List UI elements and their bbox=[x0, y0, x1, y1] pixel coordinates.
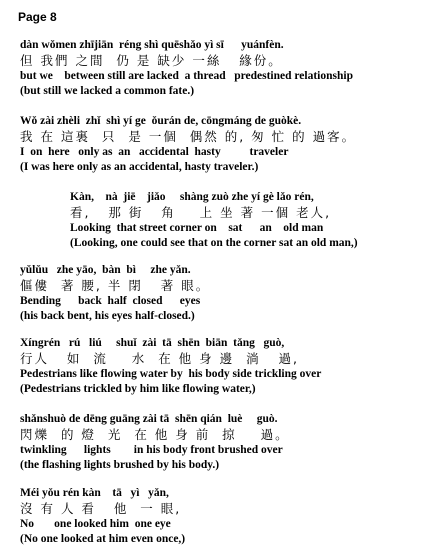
stanza-5 bbox=[20, 336, 420, 397]
pinyin-line: Xíngrén rú liú shuǐ zài tā shēn biān tǎng guò, bbox=[20, 337, 285, 349]
pinyin-line: Wǒ zài zhèli zhǐ shì yí ge ǒurán de, cōngmáng de guòkè. bbox=[20, 115, 302, 127]
pinyin-line: shǎnshuò de dēng guāng zài tā shēn qián luè guò. bbox=[20, 413, 278, 425]
gloss-line: but we between still are lacked a thread predestined relationship bbox=[20, 70, 353, 82]
translation-line: (No one looked at him even once,) bbox=[20, 533, 186, 545]
translation-line: (Pedestrians trickled by him like flowing water,) bbox=[20, 383, 256, 395]
translation-line: (Looking, one could see that on the corner sat an old man,) bbox=[70, 237, 358, 249]
gloss-line: twinkling lights in his body front brushed over bbox=[20, 444, 283, 456]
stanza-7 bbox=[20, 486, 420, 547]
chinese-line: 傴僂 著 腰, 半 閉 著 眼。 bbox=[20, 278, 211, 293]
chinese-line: 看, 那 街 角 上 坐 著 一個 老人, bbox=[70, 205, 332, 220]
stanza-6 bbox=[20, 412, 420, 473]
stanza-1 bbox=[20, 38, 420, 99]
chinese-line: 行人 如 流 水 在 他 身 邊 淌 過, bbox=[20, 351, 299, 366]
page-label: Page 8 bbox=[18, 10, 57, 24]
chinese-line: 沒 有 人 看 他 一 眼, bbox=[20, 501, 182, 516]
gloss-line: Looking that street corner on sat an old man bbox=[70, 222, 324, 234]
gloss-line: Bending back half closed eyes bbox=[20, 295, 201, 307]
gloss-line: No one looked him one eye bbox=[20, 518, 171, 530]
stanza-2 bbox=[20, 114, 420, 175]
chinese-line: 我 在 這裏 只 是 一個 偶然 的, 匆 忙 的 過客。 bbox=[20, 129, 357, 144]
chinese-line: 閃爍 的 燈 光 在 他 身 前 掠 過。 bbox=[20, 427, 290, 442]
pinyin-line: Méi yǒu rén kàn tā yì yǎn, bbox=[20, 487, 169, 499]
stanza-3 bbox=[70, 190, 420, 251]
pinyin-line: dàn wǒmen zhījiān réng shì quēshǎo yì sī yuánfèn. bbox=[20, 39, 284, 51]
translation-line: (I was here only as an accidental, hasty traveler.) bbox=[20, 161, 259, 173]
pinyin-line: Kàn, nà jiē jiǎo shàng zuò zhe yí gè lǎo rén, bbox=[70, 191, 314, 203]
stanza-4 bbox=[20, 263, 420, 324]
gloss-line: I on here only as an accidental hasty traveler bbox=[20, 146, 289, 158]
translation-line: (but still we lacked a common fate.) bbox=[20, 85, 195, 97]
translation-line: (his back bent, his eyes half-closed.) bbox=[20, 310, 195, 322]
chinese-line: 但 我們 之間 仍 是 缺少 一絲 緣份。 bbox=[20, 53, 283, 68]
pinyin-line: yǔlǔu zhe yāo, bàn bì zhe yǎn. bbox=[20, 264, 191, 276]
gloss-line: Pedestrians like flowing water by his body side trickling over bbox=[20, 368, 322, 380]
translation-line: (the flashing lights brushed by his body.) bbox=[20, 459, 220, 471]
